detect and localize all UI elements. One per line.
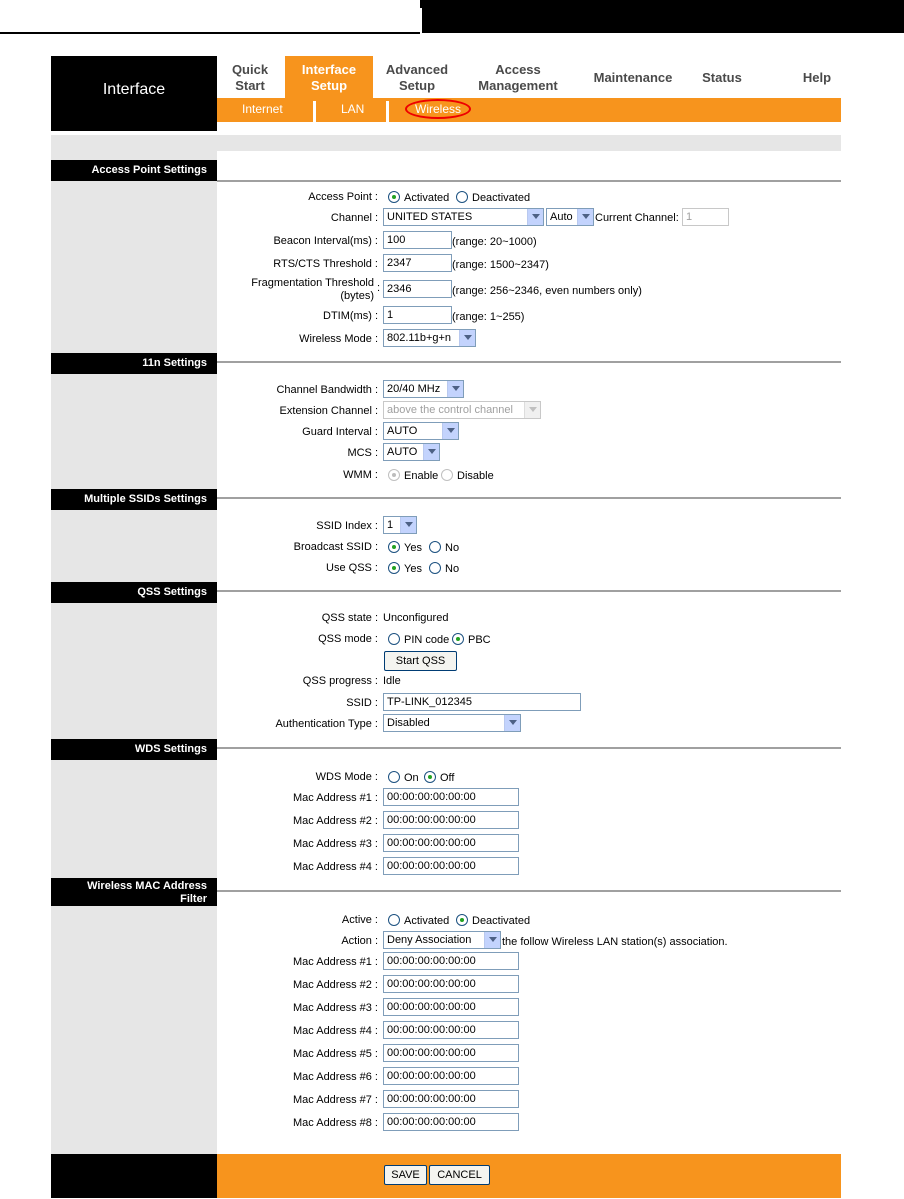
nav-interface-setup[interactable] xyxy=(285,56,373,98)
chevron-down-icon xyxy=(504,715,520,731)
subnav-internet[interactable]: Internet xyxy=(242,102,283,116)
filter-mac-input[interactable]: 00:00:00:00:00:00 xyxy=(383,998,519,1016)
use-qss-no-radio[interactable] xyxy=(429,562,441,574)
section-qss-settings: QSS Settings xyxy=(51,582,217,603)
extension-channel-select[interactable] xyxy=(383,401,541,419)
chevron-down-icon xyxy=(484,932,500,948)
channel-auto-select[interactable] xyxy=(546,208,594,226)
nav-label-line2: Start xyxy=(235,78,265,93)
wds-mode-on-label: On xyxy=(404,772,419,784)
nav-label-line1: Advanced xyxy=(385,62,449,77)
section-divider xyxy=(217,180,841,182)
qss-progress-label: QSS progress : xyxy=(302,675,378,687)
filter-mac-label: Mac Address #6 : xyxy=(293,1071,378,1083)
authentication-type-value: Disabled xyxy=(387,717,430,729)
nav-label-line2: Setup xyxy=(398,78,436,93)
sub-nav xyxy=(217,98,841,122)
guard-interval-select[interactable] xyxy=(383,422,459,440)
wds-mode-off-radio[interactable] xyxy=(424,771,436,783)
top-bar-divider xyxy=(420,8,422,33)
filter-mac-label: Mac Address #8 : xyxy=(293,1117,378,1129)
rts-threshold-input[interactable]: 2347 xyxy=(383,254,452,272)
rts-threshold-range: (range: 1500~2347) xyxy=(452,259,549,271)
chevron-down-icon xyxy=(577,209,593,225)
fragmentation-label-line1: Fragmentation Threshold xyxy=(251,277,374,289)
page-title: Interface xyxy=(102,81,166,98)
current-channel-field: 1 xyxy=(682,208,729,226)
filter-mac-input[interactable]: 00:00:00:00:00:00 xyxy=(383,1067,519,1085)
chevron-down-icon xyxy=(524,402,540,418)
broadcast-ssid-no-label: No xyxy=(445,542,460,554)
nav-label-line1: Status xyxy=(702,70,742,85)
filter-activated-label: Activated xyxy=(404,915,450,927)
chevron-down-icon xyxy=(442,423,458,439)
wmm-disable-radio[interactable] xyxy=(441,469,453,481)
wireless-mode-label: Wireless Mode : xyxy=(299,333,378,345)
chevron-down-icon xyxy=(423,444,439,460)
wds-mac-label: Mac Address #1 : xyxy=(293,792,378,804)
nav-label-line1: Quick xyxy=(231,62,269,77)
wmm-disable-label: Disable xyxy=(457,470,494,482)
filter-mac-input[interactable]: 00:00:00:00:00:00 xyxy=(383,1021,519,1039)
filter-action-suffix: the follow Wireless LAN station(s) association. xyxy=(502,936,728,948)
wds-mode-label: WDS Mode : xyxy=(315,771,378,783)
subnav-separator xyxy=(313,101,316,122)
nav-label-line1: Help xyxy=(802,70,832,85)
ssid-index-select[interactable] xyxy=(383,516,417,534)
section-divider xyxy=(217,361,841,363)
filter-activated-radio[interactable] xyxy=(388,914,400,926)
filter-mac-label: Mac Address #3 : xyxy=(293,1002,378,1014)
nav-label-line2: Setup xyxy=(310,78,348,93)
broadcast-ssid-no-radio[interactable] xyxy=(429,541,441,553)
nav-status[interactable] xyxy=(694,56,750,98)
filter-mac-input[interactable]: 00:00:00:00:00:00 xyxy=(383,1044,519,1062)
access-point-activated-radio[interactable] xyxy=(388,191,400,203)
filter-action-select[interactable] xyxy=(383,931,501,949)
section-divider xyxy=(217,497,841,499)
nav-label-line1: Maintenance xyxy=(593,70,673,85)
wmm-enable-label: Enable xyxy=(404,470,439,482)
wireless-mode-select[interactable] xyxy=(383,329,476,347)
subnav-lan[interactable]: LAN xyxy=(341,102,365,116)
footer-bar xyxy=(217,1154,841,1198)
filter-mac-label: Mac Address #7 : xyxy=(293,1094,378,1106)
qss-ssid-input[interactable]: TP-LINK_012345 xyxy=(383,693,581,711)
section-access-point-settings: Access Point Settings xyxy=(51,160,217,181)
qss-ssid-label: SSID : xyxy=(346,697,378,709)
wds-mac-label: Mac Address #4 : xyxy=(293,861,378,873)
filter-mac-input[interactable]: 00:00:00:00:00:00 xyxy=(383,1090,519,1108)
filter-deactivated-label: Deactivated xyxy=(472,915,531,927)
guard-interval-value: AUTO xyxy=(387,425,418,437)
fragmentation-label-colon: : xyxy=(377,282,381,294)
broadcast-ssid-yes-radio[interactable] xyxy=(388,541,400,553)
section-divider xyxy=(217,747,841,749)
top-bar-underline xyxy=(0,32,420,34)
qss-state-value: Unconfigured xyxy=(383,612,449,624)
footer-left-block xyxy=(51,1154,217,1198)
content-top-strip xyxy=(51,135,841,151)
fragmentation-label-line2: (bytes) xyxy=(340,290,374,302)
rts-threshold-label: RTS/CTS Threshold : xyxy=(273,258,378,270)
access-point-label: Access Point : xyxy=(308,191,378,203)
channel-auto-value: Auto xyxy=(550,211,573,223)
beacon-interval-range: (range: 20~1000) xyxy=(452,236,537,248)
chevron-down-icon xyxy=(459,330,475,346)
section-multiple-ssids-settings: Multiple SSIDs Settings xyxy=(51,489,217,510)
dtim-range: (range: 1~255) xyxy=(452,311,525,323)
filter-active-label: Active : xyxy=(341,914,378,926)
dtim-label: DTIM(ms) : xyxy=(323,310,378,322)
nav-maintenance[interactable] xyxy=(585,56,681,98)
mcs-label: MCS : xyxy=(347,447,378,459)
nav-label-line1: Access xyxy=(495,62,541,77)
filter-mac-label: Mac Address #4 : xyxy=(293,1025,378,1037)
mcs-value: AUTO xyxy=(387,446,418,458)
left-column xyxy=(51,151,217,1154)
nav-label-line2: Management xyxy=(478,78,558,93)
wds-mode-on-radio[interactable] xyxy=(388,771,400,783)
wds-mac-input[interactable]: 00:00:00:00:00:00 xyxy=(383,788,519,806)
extension-channel-label: Extension Channel : xyxy=(279,405,378,417)
extension-channel-value: above the control channel xyxy=(387,404,513,416)
nav-help[interactable] xyxy=(795,56,839,98)
qss-state-label: QSS state : xyxy=(321,612,378,624)
beacon-interval-input[interactable]: 100 xyxy=(383,231,452,249)
wmm-label: WMM : xyxy=(343,469,378,481)
channel-bandwidth-select[interactable] xyxy=(383,380,464,398)
access-point-activated-label: Activated xyxy=(404,192,450,204)
channel-select[interactable] xyxy=(383,208,544,226)
nav-advanced-setup[interactable] xyxy=(376,56,458,98)
channel-label: Channel : xyxy=(330,212,378,224)
chevron-down-icon xyxy=(447,381,463,397)
broadcast-ssid-label: Broadcast SSID : xyxy=(293,541,378,553)
use-qss-yes-radio[interactable] xyxy=(388,562,400,574)
filter-action-value: Deny Association xyxy=(387,934,472,946)
wds-mac-input[interactable]: 00:00:00:00:00:00 xyxy=(383,811,519,829)
chevron-down-icon xyxy=(400,517,416,533)
qss-progress-value: Idle xyxy=(383,675,401,687)
beacon-interval-label: Beacon Interval(ms) : xyxy=(273,235,378,247)
section-mac-filter-line1: Wireless MAC Address xyxy=(87,880,207,892)
filter-mac-label: Mac Address #1 : xyxy=(293,956,378,968)
filter-mac-label: Mac Address #2 : xyxy=(293,979,378,991)
wds-mac-label: Mac Address #2 : xyxy=(293,815,378,827)
cancel-button[interactable]: CANCEL xyxy=(429,1165,490,1185)
subnav-wireless[interactable]: Wireless xyxy=(415,102,462,116)
ssid-index-value: 1 xyxy=(387,519,394,531)
nav-label-line1: Interface xyxy=(301,62,357,77)
subnav-separator xyxy=(386,101,389,122)
filter-action-label: Action : xyxy=(341,935,378,947)
filter-deactivated-radio[interactable] xyxy=(456,914,468,926)
wds-mac-label: Mac Address #3 : xyxy=(293,838,378,850)
filter-mac-input[interactable]: 00:00:00:00:00:00 xyxy=(383,975,519,993)
access-point-deactivated-radio[interactable] xyxy=(456,191,468,203)
wmm-enable-radio[interactable] xyxy=(388,469,400,481)
mcs-select[interactable] xyxy=(383,443,440,461)
broadcast-ssid-yes-label: Yes xyxy=(404,542,422,554)
current-channel-label: Current Channel: xyxy=(595,212,679,224)
chevron-down-icon xyxy=(527,209,543,225)
section-wds-settings: WDS Settings xyxy=(51,739,217,760)
wds-mac-input[interactable]: 00:00:00:00:00:00 xyxy=(383,857,519,875)
fragmentation-threshold-input[interactable]: 2346 xyxy=(383,280,452,298)
ssid-index-label: SSID Index : xyxy=(316,520,378,532)
qss-mode-label: QSS mode : xyxy=(318,633,378,645)
channel-select-value: UNITED STATES xyxy=(387,211,473,223)
access-point-deactivated-label: Deactivated xyxy=(472,192,531,204)
fragmentation-range: (range: 256~2346, even numbers only) xyxy=(452,285,642,297)
start-qss-button[interactable]: Start QSS xyxy=(384,651,457,671)
save-button[interactable]: SAVE xyxy=(384,1165,427,1185)
wireless-mode-value: 802.11b+g+n xyxy=(387,332,452,344)
nav-title-block xyxy=(51,56,217,131)
filter-mac-label: Mac Address #5 : xyxy=(293,1048,378,1060)
wds-mac-input[interactable]: 00:00:00:00:00:00 xyxy=(383,834,519,852)
filter-mac-input[interactable]: 00:00:00:00:00:00 xyxy=(383,952,519,970)
top-bar-black xyxy=(420,0,904,33)
channel-bandwidth-value: 20/40 MHz xyxy=(387,383,441,395)
authentication-type-select[interactable] xyxy=(383,714,521,732)
nav-quick-start[interactable] xyxy=(217,56,283,98)
guard-interval-label: Guard Interval : xyxy=(302,426,378,438)
filter-mac-input[interactable]: 00:00:00:00:00:00 xyxy=(383,1113,519,1131)
section-divider xyxy=(217,590,841,592)
use-qss-yes-label: Yes xyxy=(404,563,422,575)
dtim-input[interactable]: 1 xyxy=(383,306,452,324)
qss-mode-pin-label: PIN code xyxy=(404,634,450,646)
use-qss-label: Use QSS : xyxy=(326,562,378,574)
section-mac-filter-line2: Filter xyxy=(180,893,207,905)
section-11n-settings: 11n Settings xyxy=(51,353,217,374)
nav-access-management[interactable] xyxy=(468,56,568,98)
channel-bandwidth-label: Channel Bandwidth : xyxy=(276,384,378,396)
section-divider xyxy=(217,890,841,892)
page-top-bar xyxy=(0,0,904,33)
qss-mode-pbc-label: PBC xyxy=(468,634,491,646)
authentication-type-label: Authentication Type : xyxy=(275,718,378,730)
section-mac-filter xyxy=(51,878,217,906)
wds-mode-off-label: Off xyxy=(440,772,455,784)
qss-mode-pin-radio[interactable] xyxy=(388,633,400,645)
use-qss-no-label: No xyxy=(445,563,460,575)
qss-mode-pbc-radio[interactable] xyxy=(452,633,464,645)
